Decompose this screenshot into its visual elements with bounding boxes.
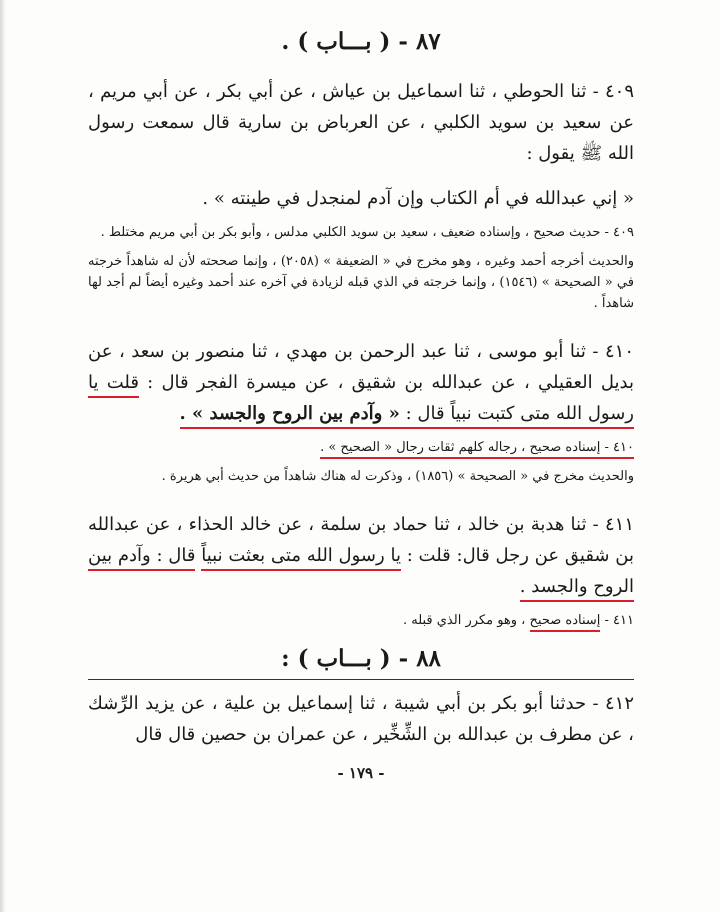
hadith-409-matn: « إني عبدالله في أم الكتاب وإن آدم لمنجدل في طينته » . [202, 188, 634, 209]
page-column [88, 22, 634, 782]
hadith-411-chain: ثنا هدبة بن خالد ، ثنا حماد بن سلمة ، عن خالد الحذاء ، عن عبدالله بن شقيق عن رجل قال: قلت : [88, 514, 634, 566]
hadith-411-number: ٤١١ - [586, 514, 634, 535]
hadith-410-number: ٤١٠ - [585, 341, 634, 362]
hadith-409-isnad [88, 76, 634, 169]
hadith-412-chain: حدثنا أبو بكر بن أبي شيبة ، ثنا إسماعيل بن علية ، عن يزيد الرِّشك ، عن مطرف بن عبدالله بن الشِّخِّير ، عن عمران بن حصين قال قال [88, 693, 634, 745]
hadith-409-number: ٤٠٩ - [586, 81, 634, 102]
hadith-410-question-underlined: قلت يا رسول الله متى كتبت نبياً قال : « وآدم بين الروح والجسد » . [88, 372, 634, 429]
footnote-411: ٤١١ - إسناده صحيح ، وهو مكرر الذي قبله . [88, 610, 634, 631]
footnote-409-b: والحديث أخرجه أحمد وغيره ، وهو مخرج في « الضعيفة » (٢٠٥٨) ، وإنما صححته لأن له شاهداً خرجته في « الصحيحة » (١٥٤٦) ، وإنما خرجته في الذي قبله لزيادة في آخره عند أحمد وغيره أيضاً لم أجد لها شاهداً . [88, 254, 634, 311]
footnote-409-a: ٤٠٩ - حديث صحيح ، وإسناده ضعيف ، سعيد بن سويد الكلبي مدلس ، وأبو بكر بن أبي مريم مختلط . [100, 225, 634, 240]
hadith-411-text [88, 509, 634, 602]
hadith-410-chain: ثنا أبو موسى ، ثنا عبد الرحمن بن مهدي ، ثنا منصور بن سعد ، عن بديل العقيلي ، عن عبدالله بن شقيق ، عن ميسرة الفجر قال : [88, 341, 634, 393]
footnote-410-a [88, 437, 634, 458]
chapter-heading-87: ٨٧ - ( بـــاب ) . [281, 28, 441, 55]
hadith-410-text [88, 336, 634, 429]
footnote-410-b: والحديث مخرج في « الصحيحة » (١٨٥٦) ، وذكرت له هناك شاهداً من حديث أبي هريرة . [161, 469, 634, 484]
hadith-412-text [88, 688, 634, 750]
footnote-411-grading-underlined: إسناده صحيح [530, 613, 601, 632]
chapter-heading-88: ٨٨ - ( بـــاب ) : [281, 645, 441, 672]
hadith-411-question-underlined: يا رسول الله متى بعثت نبياً [201, 545, 401, 571]
hadith-409-chain: ثنا الحوطي ، ثنا اسماعيل بن عياش ، عن أبي بكر ، عن أبي مريم ، عن سعيد بن سويد الكلبي ، عن العرباض بن سارية قال سمعت رسول الله ﷺ يقول : [88, 81, 634, 164]
footnote-410-grading-underlined: ٤١٠ - إسناده صحيح ، رجاله كلهم ثقات رجال « الصحيح » . [320, 440, 634, 459]
hadith-411-answer-underlined: قال : وآدم بين الروح والجسد . [88, 545, 634, 602]
hadith-412-number: ٤١٢ - [586, 693, 634, 714]
page-number: - ١٧٩ - [337, 764, 385, 782]
